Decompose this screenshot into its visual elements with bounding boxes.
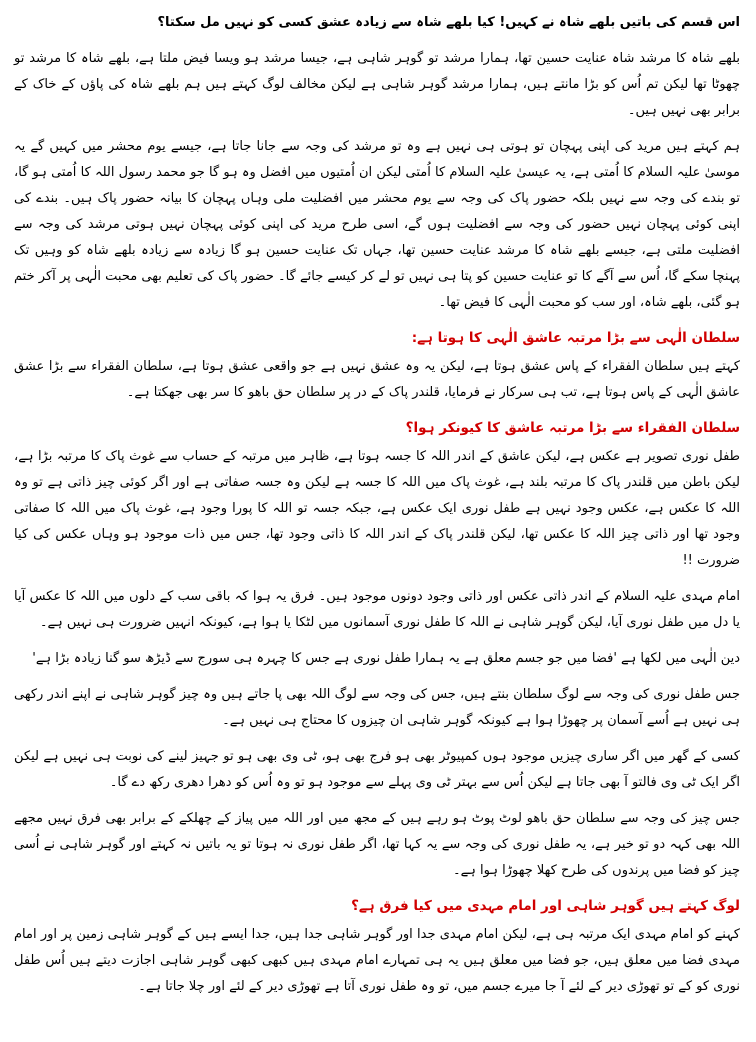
paragraph: کہتے ہیں سلطان الفقراء کے پاس عشق ہوتا ہے، لیکن یہ وہ عشق نہیں ہے جو واقعی عشق ہوتا ہے، سلطان الفقراء سے بڑا عشق عاشق الٰہی کے پاس ہوتا ہے، تب ہی سرکار نے فرمایا، قلندر پاک کے در پر سلطان حق باھو کا سر بھی جھکتا ہے۔ — [14, 359, 740, 400]
section-gohar-shahi-mahdi — [14, 894, 740, 1000]
section-sultan-fuqara — [14, 416, 740, 884]
paragraph: کسی کے گھر میں اگر ساری چیزیں موجود ہوں کمپیوٹر بھی ہو فرج بھی ہو، ٹی وی بھی ہو تو جہیز لینے کی نوبت ہی نہیں ہے لیکن اگر ایک ٹی وی فالتو آ بھی جاتا ہے لیکن اُس سے بہتر ٹی وی پہلے سے موجود ہو تو وہ اُس کو دھرا دھری رکھ دے گا۔ — [14, 749, 740, 790]
section-heading: سلطان الٰہی سے بڑا مرتبہ عاشق الٰہی کا ہوتا ہے: — [411, 330, 740, 346]
section-sultan-ilahi — [14, 326, 740, 406]
quote-paragraph: دین الٰہی میں لکھا ہے 'فضا میں جو جسم معلق ہے یہ ہمارا طفل نوری ہے جس کا چہرہ ہی سورج سے ڈیڑھ سو گنا زیادہ بڑا ہے' — [32, 651, 740, 666]
paragraph: جس طفل نوری کی وجہ سے لوگ سلطان بنتے ہیں، جس کی وجہ سے لوگ اللہ بھی پا جاتے ہیں وہ چیز گوہر شاہی نے اپنے اندر رکھی ہی نہیں ہے اُسے آسمان پر چھوڑا ہوا ہے کیونکہ گوہر شاہی ان چیزوں کا محتاج ہی نہیں ہے۔ — [14, 687, 740, 728]
section-heading: لوگ کہتے ہیں گوہر شاہی اور امام مہدی میں کیا فرق ہے؟ — [351, 898, 740, 914]
paragraph: کہنے کو امام مہدی ایک مرتبہ ہی ہے، لیکن امام مہدی جدا اور گوہر شاہی جدا ہیں، جدا ایسے ہیں کے گوہر شاہی زمین پر اور امام مہدی فضا میں معلق ہیں، جو فضا میں معلق ہیں یہ ہی تمہارے امام مہدی ہیں کبھی کبھی گوہر شاہی اجازت دیتے ہیں اُس طفل نوری کو کے تو تھوڑی دیر کے لئے آ جا میرے جسم میں، تو وہ طفل نوری آتا ہے تھوڑی دیر کے لئے اور چلا جاتا ہے۔ — [14, 927, 740, 994]
paragraph: طفل نوری تصویر ہے عکس ہے، لیکن عاشق کے اندر اللہ کا جسہ ہوتا ہے، ظاہر میں مرتبہ کے حساب سے غوث پاک کا مرتبہ بڑا ہے، لیکن باطن میں قلندر پاک کا مرتبہ بلند ہے، غوث پاک میں اللہ کا جسہ ہے لیکن وہ جسہ صفاتی ہے اور اگر کوئی چیز ذاتی ہے تو وہ اللہ کا عکس ہے، عکس وجود نہیں ہے طفل نوری ایک عکس ہے، جبکہ جسہ تو اللہ کا پورا وجود ہے، غوث پاک میں اللہ کا صفاتی وجود تھا اور ذاتی چیز اللہ کا عکس تھا، لیکن قلندر پاک کے اندر اللہ کا ذاتی وجود تھا، جس میں ذات موجود ہو وہاں عکس کی کیا ضرورت !! — [14, 449, 740, 568]
paragraph: ہم کہتے ہیں مرید کی اپنی پہچان تو ہوتی ہی نہیں ہے وہ تو مرشد کی وجہ سے جانا جاتا ہے، جیسے یوم محشر میں کہیں گے یہ موسیٰ علیہ السلام کا اُمتی ہے، یہ عیسیٰ علیہ السلام کا اُمتی لیکن ان اُمتیوں میں افضل وہ ہو گا جو محمد رسول اللہ کا اُمتی ہو گا، تو بندے کی وجہ سے نہیں بلکہ حضور پاک کی وجہ سے یوم محشر میں افضلیت ملی وہاں پہچان کا بیانہ حضور پاک ہیں۔ بندے کی اپنی کوئی پہچان نہیں حضور کی وجہ سے افضلیت ہوں گے، اسی طرح مرید کی اپنی کوئی پہچان نہیں ہوتی مرشد کی وجہ سے افضلیت ملتی ہے، جیسے بلھے شاہ کا مرشد عنایت حسین تھا، جہاں تک عنایت حسین ہو گا زیادہ سے زیادہ بلھے شاہ کو وہیں تک پہنچا سکے گا، اُس سے آگے کا تو عنایت حسین کو پتا ہی نہیں تو لے کر کیسے جائے گا۔ حضور پاک کی تعلیم بھی محبت الٰہی پر آکر ختم ہو گئی، بلھے شاہ، اور سب کو محبت الٰہی کا فیض تھا۔ — [14, 139, 740, 310]
section-heading: سلطان الفقراء سے بڑا مرتبہ عاشق کا کیونکر ہوا؟ — [405, 420, 740, 436]
paragraph: جس چیز کی وجہ سے سلطان حق باھو لوٹ پوٹ ہو رہے ہیں کے مجھ میں اور اللہ میں پیاز کے چھلکے کے برابر بھی فرق نہیں مجھے اللہ بھی کہہ دو تو خیر ہے، یہ طفل نوری کی وجہ سے یہ کہا تھا، اگر طفل نوری نہ ہوتا تو یہ باتیں نہ کہتے اور گوہر شاہی نے اُسی چیز کو فضا میں پرندوں کی طرح کھلا چھوڑا ہوا ہے۔ — [14, 811, 740, 878]
paragraph: امام مہدی علیہ السلام کے اندر ذاتی عکس اور ذاتی وجود دونوں موجود ہیں۔ فرق یہ ہوا کہ باقی سب کے دلوں میں اللہ کا عکس آیا یا دل میں طفل نوری آیا، لیکن گوہر شاہی نے اللہ کا طفل نوری آسمانوں میں لٹکا یا ہوا ہے، کیونکہ انہیں ضرورت ہی نہیں ہے۔ — [14, 589, 740, 630]
paragraph: بلھے شاہ کا مرشد شاہ عنایت حسین تھا، ہمارا مرشد تو گوہر شاہی ہے، جیسا مرشد ہو ویسا فیض ملتا ہے، بلھے شاہ کا مرشد تو چھوٹا تھا لیکن تم اُس کو بڑا مانتے ہیں، ہمارا مرشد گوہر شاہی ہے لیکن مخالف لوگ کہتے ہیں ہم بلھے شاہ کی پاؤں کے خاک کے برابر بھی نہیں ہیں۔ — [14, 51, 740, 118]
section-intro — [14, 10, 740, 316]
opening-question: اس قسم کی باتیں بلھے شاہ نے کہیں! کیا بلھے شاہ سے زیادہ عشق کسی کو نہیں مل سکتا؟ — [157, 15, 740, 30]
